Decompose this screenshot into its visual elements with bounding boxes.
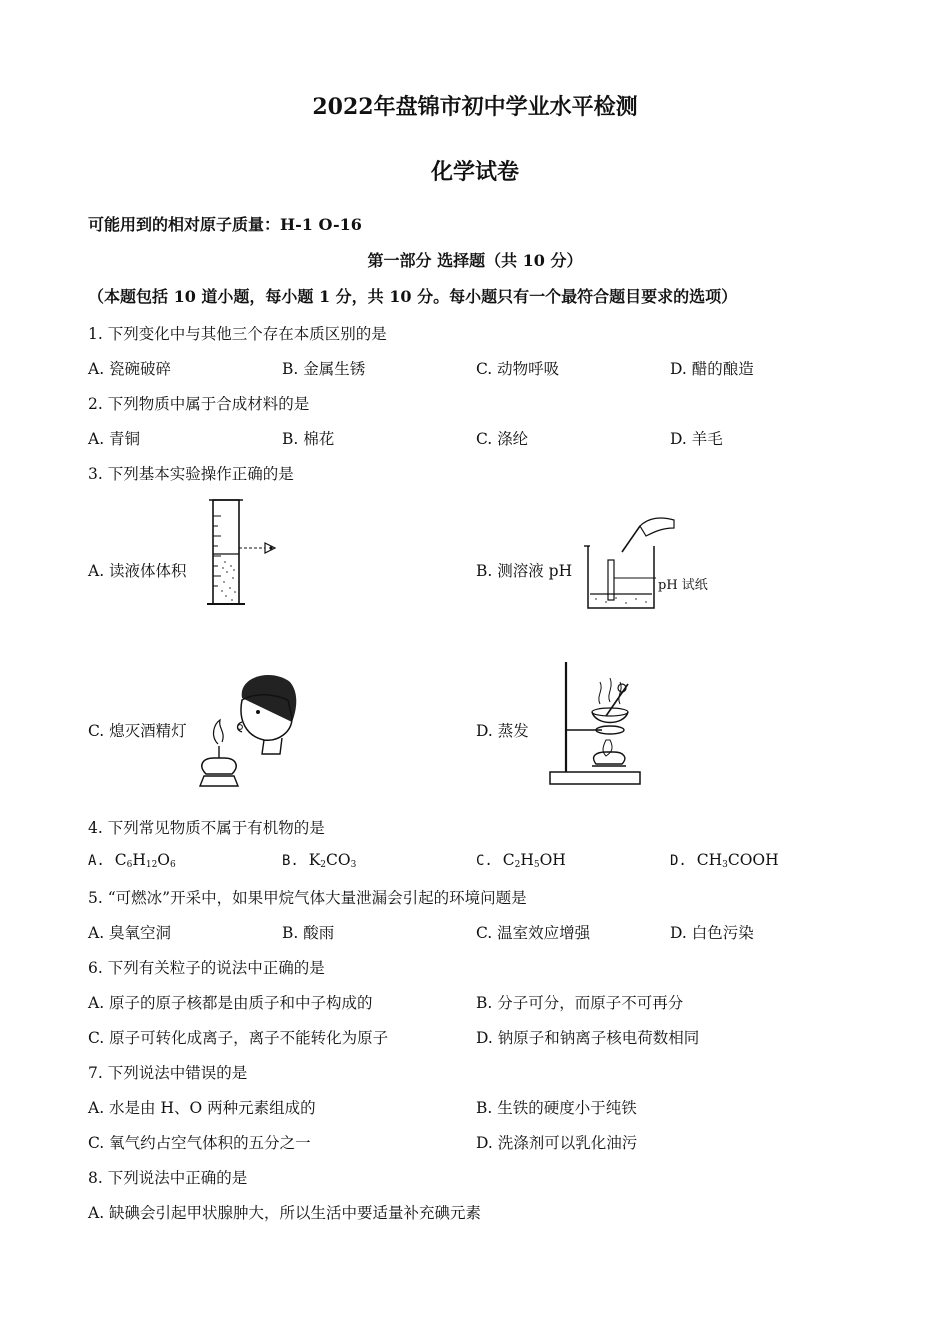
q5-option-c: C. 温室效应增强 (476, 924, 591, 942)
evaporation-figure (546, 660, 650, 788)
atomic-mass-line: 可能用到的相对原子质量：H-1 O-16 (88, 215, 362, 234)
q4-option-b: B. $K_2CO_3$ (282, 851, 357, 870)
q3-option-a: A. 读液体体积 (88, 562, 187, 580)
q2-option-c: C. 涤纶 (476, 430, 529, 448)
q6-option-a: A. 原子的原子核都是由质子和中子构成的 (88, 994, 373, 1012)
question-4-stem: 4. 下列常见物质不属于有机物的是 (88, 819, 325, 837)
question-7-stem: 7. 下列说法中错误的是 (88, 1064, 248, 1082)
q7-option-c: C. 氧气约占空气体积的五分之一 (88, 1134, 311, 1152)
q7-option-d: D. 洗涤剂可以乳化油污 (476, 1134, 638, 1152)
q3-option-d: D. 蒸发 (476, 722, 529, 740)
question-2-stem: 2. 下列物质中属于合成材料的是 (88, 395, 310, 413)
q1-option-a: A. 瓷碗破碎 (88, 360, 172, 378)
q1-option-c: C. 动物呼吸 (476, 360, 560, 378)
q8-option-a: A. 缺碘会引起甲状腺肿大，所以生活中要适量补充碘元素 (88, 1204, 482, 1222)
question-8-stem: 8. 下列说法中正确的是 (88, 1169, 248, 1187)
q3-option-c: C. 熄灭酒精灯 (88, 722, 187, 740)
q5-option-d: D. 白色污染 (670, 924, 754, 942)
q3-option-b: B. 测溶液 pH (476, 562, 573, 580)
part-title: 第一部分 选择题（共 10 分） (367, 251, 583, 270)
ph-paper-label: pH 试纸 (658, 578, 708, 593)
q5-option-a: A. 臭氧空洞 (88, 924, 172, 942)
q4-option-d: D. $CH_3COOH$ (670, 851, 779, 870)
graduated-cylinder-figure (205, 496, 285, 610)
part-instructions: （本题包括 10 道小题，每小题 1 分，共 10 分。每小题只有一个最符合题目要求的选项） (88, 287, 738, 306)
q7-option-a: A. 水是由 H、O 两种元素组成的 (88, 1099, 316, 1117)
question-5-stem: 5. “可燃冰”开采中，如果甲烷气体大量泄漏会引起的环境问题是 (88, 889, 527, 907)
q2-option-b: B. 棉花 (282, 430, 335, 448)
q1-option-b: B. 金属生锈 (282, 360, 366, 378)
ph-test-figure (582, 512, 682, 614)
question-6-stem: 6. 下列有关粒子的说法中正确的是 (88, 959, 325, 977)
question-3-stem: 3. 下列基本实验操作正确的是 (88, 465, 294, 483)
exam-title: 2022年盘锦市初中学业水平检测 (312, 94, 638, 120)
q6-option-b: B. 分子可分，而原子不可再分 (476, 994, 684, 1012)
q4-option-a: A. $C_6H_{12}O_6$ (88, 851, 176, 870)
q2-option-d: D. 羊毛 (670, 430, 723, 448)
blowing-out-lamp-figure (198, 670, 302, 794)
q6-option-d: D. 钠原子和钠离子核电荷数相同 (476, 1029, 700, 1047)
q7-option-b: B. 生铁的硬度小于纯铁 (476, 1099, 637, 1117)
exam-subtitle: 化学试卷 (430, 159, 519, 185)
q6-option-c: C. 原子可转化成离子，离子不能转化为原子 (88, 1029, 389, 1047)
question-1-stem: 1. 下列变化中与其他三个存在本质区别的是 (88, 325, 387, 343)
q1-option-d: D. 醋的酿造 (670, 360, 754, 378)
q2-option-a: A. 青铜 (88, 430, 141, 448)
q4-option-c: C. $C_2H_5OH$ (476, 851, 566, 870)
q5-option-b: B. 酸雨 (282, 924, 335, 942)
